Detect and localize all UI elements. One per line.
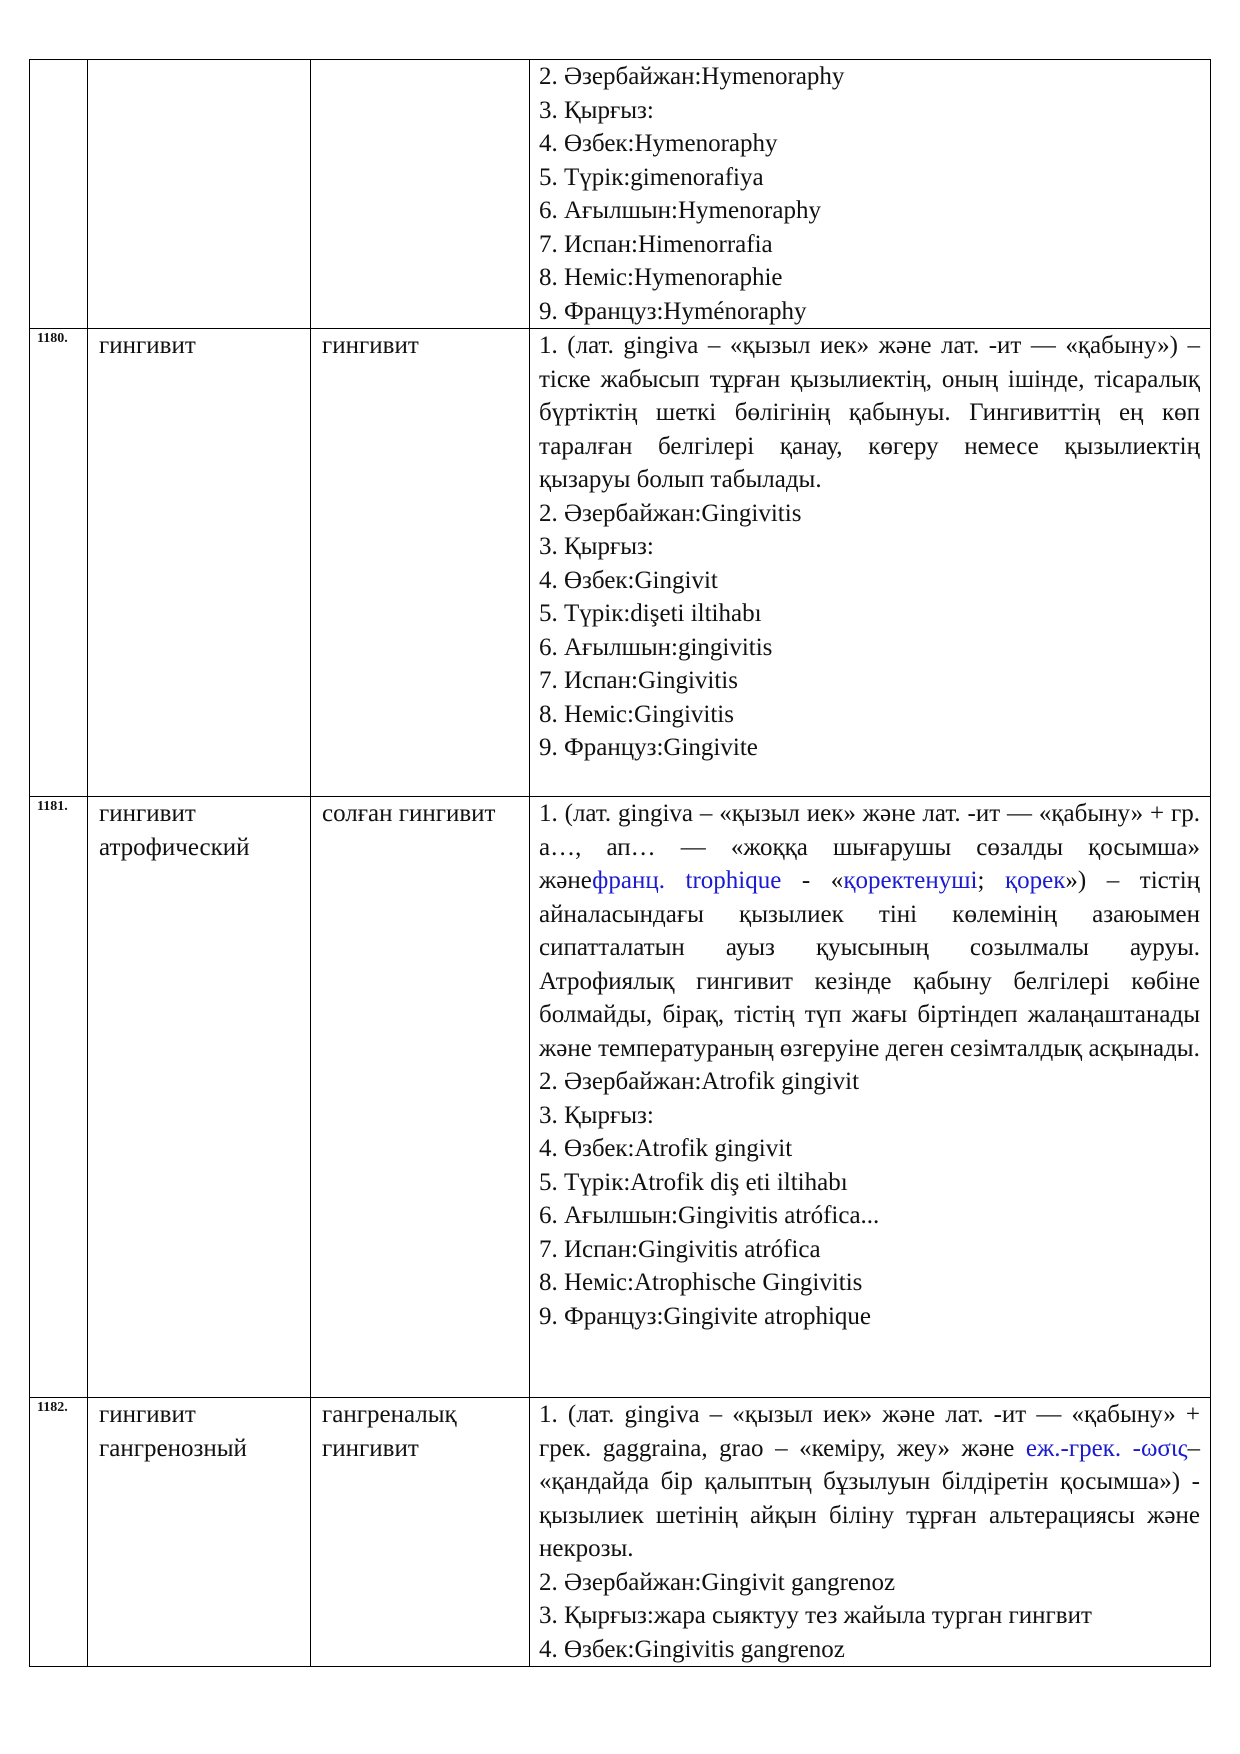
entry-number: 1182. xyxy=(30,1398,88,1667)
definition-part: – «қандайда бір қалыптың бұзылуын білдіретін қосымша») - қызылиек шетінің айқын біліну тұрған альтерациясы және некрозы. xyxy=(539,1434,1200,1562)
translation-line: 2. Әзербайжан:Gingivitis xyxy=(539,499,802,527)
russian-term xyxy=(88,60,311,329)
translation-line: 6. Ағылшын:Hymenoraphy xyxy=(539,197,821,224)
definition-link[interactable]: еж.-грек. -ωσις xyxy=(1025,1434,1188,1462)
table-row xyxy=(30,60,1211,329)
translation-line: 2. Әзербайжан:Atrofik gingivit xyxy=(539,1068,860,1095)
definition-text xyxy=(539,797,1200,1065)
definition-link[interactable]: қоректенуші xyxy=(843,867,978,894)
table-row xyxy=(30,329,1211,797)
translation-line: 5. Түрік:dişeti iltihabı xyxy=(539,600,762,627)
definition-link[interactable]: trophique xyxy=(685,867,782,894)
definition-text: 1. (лат. gingiva – «қызыл иек» және лат. -ит — «қабыну») – тіске жабысып тұрған қызылиектің, оның ішінде, тісаралық бүртіктің шеткі бөлігінің қабынуы. Гингивиттің ең көп таралған белгілері қанау, көгеру немесе қызылиектің қызаруы болып табылады. xyxy=(539,332,1200,493)
definition-part: - « xyxy=(801,867,844,894)
definition-link[interactable]: қорек xyxy=(1004,867,1066,894)
russian-term: гингивит xyxy=(88,329,311,797)
translation-line: 7. Испан:Gingivitis atrófica xyxy=(539,1235,821,1263)
table-row xyxy=(30,797,1211,1398)
translation-line: 9. Француз:Gingivite atrophique xyxy=(539,1302,872,1330)
kazakh-term: гангреналық гингивит xyxy=(311,1398,530,1667)
translation-line: 6. Ағылшын:gingivitis xyxy=(539,633,773,661)
russian-term: гингивит гангренозный xyxy=(88,1398,311,1667)
table-row xyxy=(30,1398,1211,1667)
definition-cell xyxy=(530,329,1211,797)
translation-line: 3. Қырғыз: xyxy=(539,96,654,124)
kazakh-term xyxy=(311,60,530,329)
kazakh-term: солған гингивит xyxy=(311,797,530,1398)
definition-part: 1. (лат. gingiva – «қызыл иек» және лат. -ит — «қабыну» + гр. а…, ап… — «жоққа шығарушы сөзалды қосымша» және xyxy=(539,800,1200,894)
definition-cell xyxy=(530,1398,1211,1667)
entry-number: 1180. xyxy=(30,329,88,797)
entry-number xyxy=(30,60,88,329)
definition-cell xyxy=(530,797,1211,1398)
translation-line: 4. Өзбек:Gingivitis gangrenoz xyxy=(539,1635,845,1663)
translation-line: 2. Әзербайжан:Hymenoraphy xyxy=(539,63,845,90)
definition-part: 1. (лат. gingiva – «қызыл иек» және лат. -ит — «қабыну» + грек. gaggraina, grao – «кеміру, жеу» және xyxy=(539,1401,1200,1462)
dictionary-table xyxy=(29,59,1211,1667)
translation-line: 4. Өзбек:Gingivit xyxy=(539,566,718,594)
translation-line: 7. Испан:Himenorrafia xyxy=(539,230,773,258)
definition-link[interactable]: франц. xyxy=(592,867,665,894)
definition-part: ») – тістің айналасындағы қызылиек тіні көлемінің азаюымен сипатталатын ауыз қуысының созылмалы ауруы. Атрофиялық гингивит кезінде қабыну белгілері көбіне болмайды, бірақ, тістің түп жағы біртіндеп жалаңаштанады және температураның өзгеруіне деген сезімталдық асқынады. xyxy=(539,867,1201,1062)
translation-line: 8. Неміс:Hymenoraphie xyxy=(539,264,783,291)
translation-line: 7. Испан:Gingivitis xyxy=(539,667,738,694)
entry-number: 1181. xyxy=(30,797,88,1398)
translation-line: 8. Неміс:Gingivitis xyxy=(539,700,734,728)
translation-line: 9. Француз:Gingivite xyxy=(539,734,758,761)
definition-cell xyxy=(530,60,1211,329)
kazakh-term: гингивит xyxy=(311,329,530,797)
translation-line: 8. Неміс:Atrophische Gingivitis xyxy=(539,1269,863,1296)
translation-line: 3. Қырғыз: xyxy=(539,1101,654,1129)
translation-line: 3. Қырғыз:жара сыяктуу тез жайыла турган гингвит xyxy=(539,1602,1092,1629)
russian-term: гингивит атрофический xyxy=(88,797,311,1398)
translation-line: 3. Қырғыз: xyxy=(539,533,654,560)
translation-line: 4. Өзбек:Atrofik gingivit xyxy=(539,1135,793,1162)
translation-line: 6. Ағылшын:Gingivitis atrófica... xyxy=(539,1202,880,1229)
definition-text xyxy=(539,1398,1200,1566)
translation-line: 5. Түрік:gimenorafiya xyxy=(539,163,764,191)
translation-line: 2. Әзербайжан:Gingivit gangrenoz xyxy=(539,1568,896,1596)
translation-line: 5. Түрік:Atrofik diş eti iltihabı xyxy=(539,1168,848,1196)
translation-line: 4. Өзбек:Hymenoraphy xyxy=(539,130,778,157)
translation-line: 9. Француз:Hyménoraphy xyxy=(539,297,807,325)
definition-part: ; xyxy=(977,867,1005,894)
